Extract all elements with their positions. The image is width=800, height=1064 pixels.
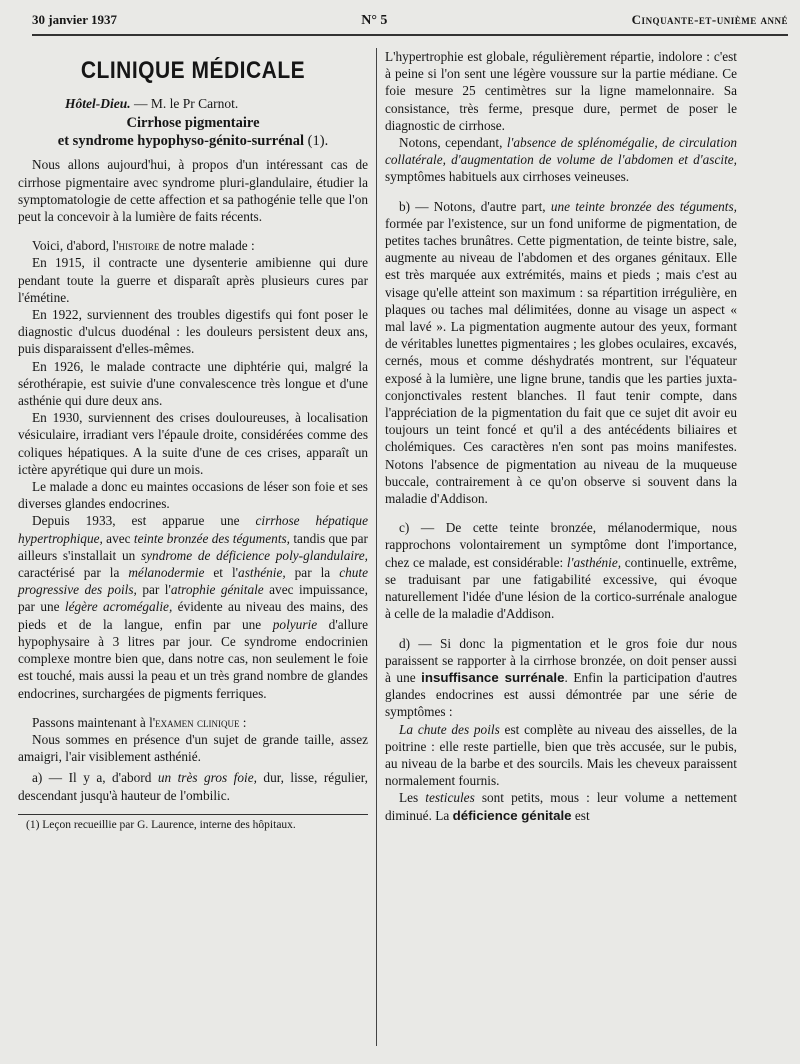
paragraph-malade: Le malade a donc eu maintes occasions de léser son foie et ses diverses glandes endocrines. xyxy=(18,479,368,512)
hospital-name: Hôtel-Dieu. xyxy=(65,96,131,112)
paragraph-d: d) — Si donc la pigmentation et le gros foie dur nous paraissent se rapporter à la cirrhose bronzée, on doit penser aussi à une insuffisance surrénale. Enfin la participation d'autres glandes endocrines est aussi démontrée par une série de symptômes : xyxy=(385,635,737,720)
paragraph-1933: Depuis 1933, est apparue une cirrhose hépatique hypertrophique, avec teinte bronzée des téguments, tandis que par ailleurs s'installait un syndrome de déficience poly-glandulaire, caractérisé par la mélanodermie et l'asthénie, par la chute progressive des poils, par l'atrophie génitale avec impuissance, par une légère acromégalie, évidente au niveau des mains, des pieds et de la langue, enfin par une polyurie d'allure hypophysaire à 3 litres par jour. Ce syndrome endocrinien complexe montre bien que, dans notre cas, non seulement le foie est touché, mais aussi la peau et un très grand nombre de glandes endocrines, surchargées de pigments ferriques. xyxy=(18,513,369,701)
issue-date: 30 janvier 1937 xyxy=(32,12,117,27)
article-title-line-1: Cirrhose pigmentaire xyxy=(126,115,260,132)
history-heading: Voici, d'abord, l'histoire de notre malade : xyxy=(32,238,255,254)
paragraph-a: a) — Il y a, d'abord un très gros foie, dur, lisse, régulier, descendant jusqu'à hauteur de l'ombilic. xyxy=(18,770,368,803)
paragraph-1930: En 1930, surviennent des crises douloureuses, à localisation vésiculaire, irradiant vers l'épaule droite, considérées comme des coliques hépatiques. A la suite d'une de ces crises, apparaît un ictère apyrétique qui dure un mois. xyxy=(18,410,368,477)
paragraph-1922: En 1922, surviennent des troubles digestifs qui font poser le diagnostic d'ulcus duodénal : les douleurs persistent deux ans, puis disparaissent d'elles-mêmes. xyxy=(18,307,368,357)
issue-number: N° 5 xyxy=(361,13,388,28)
article-title-line-2: et syndrome hypophyso-génito-surrénal (1). xyxy=(57,133,329,150)
column-divider xyxy=(376,48,377,1046)
left-column xyxy=(18,48,368,1058)
section-title: CLINIQUE MÉDICALE xyxy=(80,57,306,84)
paragraph-notons: Notons, cependant, l'absence de splénomégalie, de circulation collatérale, d'augmentation de volume de l'abdomen et d'ascite, symptômes habituels aux cirrhoses veineuses. xyxy=(385,135,738,185)
paragraph-chute: La chute des poils est complète au niveau des aisselles, de la poitrine : elle reste partielle, bien que très accusée, sur le pubis, au niveau de la barbe et des sourcils. Mais les cheveux paraissent normalement fournis. xyxy=(385,721,737,789)
running-header xyxy=(32,12,788,36)
intro-paragraph: Nous allons aujourd'hui, à propos d'un intéressant cas de cirrhose pigmentaire avec syndrome pluri-glandulaire, étudier la symptomatologie de cette affection et sa pathogénie telle que l'on peut la concevoir à la lumière de faits récents. xyxy=(18,157,368,225)
paragraph-b: b) — Notons, d'autre part, une teinte bronzée des téguments, formée par l'existence, sur un fond uniforme de pigmentation, de petites taches brunâtres. Cette pigmentation, de teinte bistre, sale, augmente au niveau de l'abdomen et des organes génitaux. Elle est très marquée aux extrémités, mains et pieds ; mais c'est au visage qu'elle atteint son maximum : sa répartition irrégulière, en plaques ou taches mal délimitées, donne au visage un aspect « mal lavé ». La pigmentation augmente autour des yeux, formant de véritables lunettes pigmentaires ; les globes oculaires, excavés, cernés, mous et comme déshydratés montrent, sur l'équateur exposé à la lumière, une ligne brune, tandis que les parties juxta-conjonctivales restent blanches. Il faut tenir compte, dans l'appréciation de la pigmentation du fait que ce sujet dit avoir eu toujours un teint foncé et qu'il a des antécédents biliaires et cholémiques. Ces caractères n'en sont pas moins manifestes. Notons l'absence de pigmentation au niveau de la muqueuse buccale, contrairement à ce qu'on observe si souvent dans la maladie d'Addison. xyxy=(385,198,737,507)
footnote-ref: (1). xyxy=(304,133,329,150)
paragraph-c: c) — De cette teinte bronzée, mélanodermique, nous rapprochons volontairement un symptôme dont l'importance, chez ce malade, est considérable: l'asthénie, continuelle, extrême, se traduisant par une fatigabilité excessive, qui évoque naturellement l'idée d'une lésion de la cortico-surrénale analogue à celle de la maladie d'Addison. xyxy=(385,520,737,622)
paragraph-hypertrophie: L'hypertrophie est globale, régulièrement répartie, indolore : c'est à peine si l'on sent une légère voussure sur la partie médiane. Ce foie mesure 25 centimètres sur la ligne mamelonnaire. Sa consistance, très ferme, presque dure, permet de poser le diagnostic de cirrhose. xyxy=(385,49,737,133)
paragraph-1926: En 1926, le malade contracte une diphtérie qui, malgré la sérothérapie, est suivie d'une convalescence très longue et d'une asthénie qui dure deux ans. xyxy=(18,358,368,409)
journal-year: Cinquante-et-unième anné xyxy=(631,12,788,27)
paragraph-1915: En 1915, il contracte une dysenterie amibienne qui dure pendant toute la guerre et disparaît après plusieurs cures par l'émétine. xyxy=(18,255,368,305)
paragraph-testicules: Les testicules sont petits, mous : leur volume a nettement diminué. La déficience génitale est xyxy=(385,790,737,823)
right-column xyxy=(385,48,737,1058)
exam-heading: Passons maintenant à l'examen clinique : xyxy=(32,714,247,730)
exam-paragraph: Nous sommes en présence d'un sujet de grande taille, assez amaigri, l'air visiblement asthénié. xyxy=(18,731,368,765)
article-title xyxy=(18,114,368,150)
lecture-byline xyxy=(18,95,368,112)
lecturer-name: — M. le Pr Carnot. xyxy=(130,96,239,112)
footnote: (1) Leçon recueillie par G. Laurence, interne des hôpitaux. xyxy=(26,818,296,831)
